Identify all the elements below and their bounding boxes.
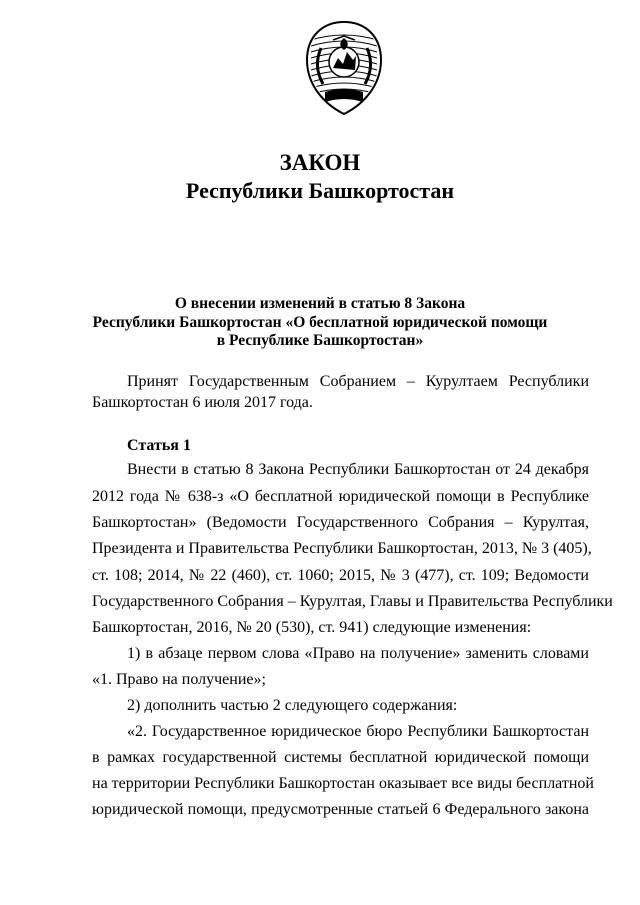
paragraph-line: Президента и Правительства Республики Башкортостан, 2013, № 3 (405),	[92, 540, 592, 557]
adoption-line: Башкортостан 6 июля 2017 года.	[92, 394, 313, 411]
paragraph-line: «2. Государственное юридическое бюро Республики Башкортостан	[127, 723, 589, 740]
paragraph-line: Башкортостан» (Ведомости Государственного Собрания – Курултая,	[92, 514, 589, 531]
coat-of-arms-icon	[303, 18, 385, 118]
paragraph-line: 1) в абзаце первом слова «Право на получение» заменить словами	[127, 645, 589, 662]
paragraph-line: ст. 108; 2014, № 22 (460), ст. 1060; 2015, № 3 (477), ст. 109; Ведомости	[92, 567, 589, 584]
paragraph-line: Башкортостан, 2016, № 20 (530), ст. 941) следующие изменения:	[92, 619, 532, 636]
paragraph-line: юридической помощи, предусмотренные статьей 6 Федерального закона	[92, 801, 589, 818]
subject-line: О внесении изменений в статью 8 Закона	[174, 295, 466, 312]
paragraph-line: 2) дополнить частью 2 следующего содержания:	[127, 697, 458, 714]
subject-line: в Республике Башкортостан»	[216, 332, 424, 349]
paragraph-line: Государственного Собрания – Курултая, Главы и Правительства Республики	[92, 593, 613, 610]
article-heading: Статья 1	[127, 437, 191, 454]
law-title: ЗАКОН	[279, 150, 361, 175]
paragraph-line: в рамках государственной системы бесплатной юридической помощи	[92, 749, 589, 766]
law-subject	[0, 295, 640, 351]
paragraph-line: «1. Право на получение»;	[92, 671, 266, 688]
adoption-line: Принят Государственным Собранием – Курултаем Республики	[127, 373, 589, 390]
paragraph-line: на территории Республики Башкортостан оказывает все виды бесплатной	[92, 775, 594, 792]
paragraph-line: Внести в статью 8 Закона Республики Башкортостан от 24 декабря	[127, 461, 589, 478]
subject-line: Республики Башкортостан «О бесплатной юридической помощи	[92, 313, 548, 331]
law-subtitle: Республики Башкортостан	[185, 178, 455, 203]
paragraph-line: 2012 года № 638-з «О бесплатной юридической помощи в Республике	[92, 488, 589, 505]
